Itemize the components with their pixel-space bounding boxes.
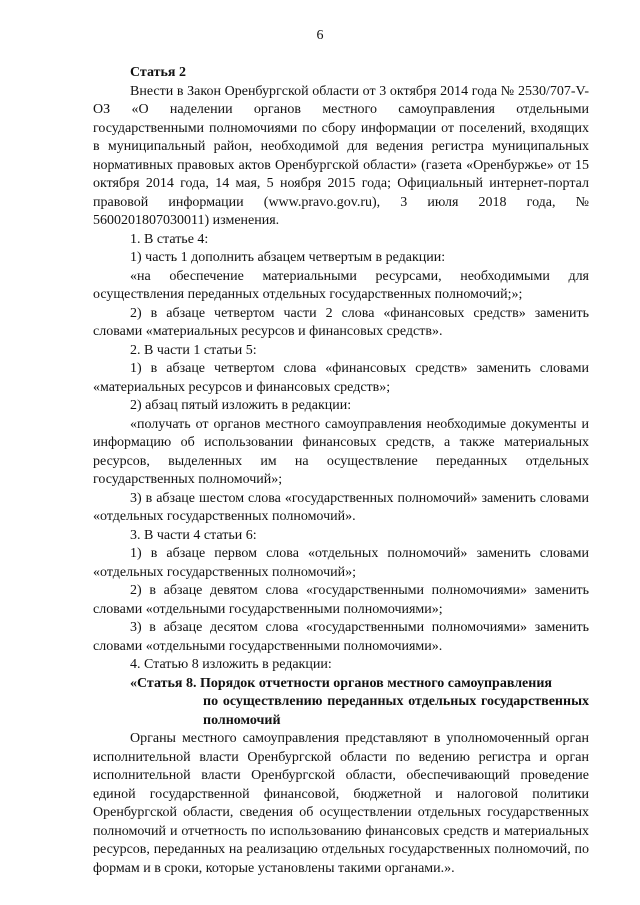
paragraph-item: 2) в абзаце девятом слова «государственными полномочиями» заменить словами «отдельными государственными полномочиями»; xyxy=(93,583,589,617)
paragraph-item: 2) абзац пятый изложить в редакции: xyxy=(130,398,352,413)
new-article-text: Органы местного самоуправления представляют в уполномоченный орган исполнительной власти Оренбургской области по ведению регистра и орган исполнительной власти Оренбургской области, обеспечивающий проведение единой государственной финансовой, бюджетной и налоговой политики Оренбургской области, сведения об осуществлении отдельных государственных полномочий и отчетность по использованию финансовых средств и материальных ресурсов, переданных на реализацию отдельных государственных полномочий, по формам и в сроки, которые установлены такими органами.». xyxy=(93,731,589,876)
paragraph-item: 1) в абзаце четвертом слова «финансовых средств» заменить словами «материальных ресурсов и финансовых средств»; xyxy=(93,361,589,395)
paragraph-item: 3) в абзаце десятом слова «государственными полномочиями» заменить словами «отдельными государственными полномочиями». xyxy=(93,620,589,654)
paragraph-item: 1) в абзаце первом слова «отдельных полномочий» заменить словами «отдельных государственных полномочий»; xyxy=(93,546,589,580)
paragraph-item: «на обеспечение материальными ресурсами, необходимыми для осуществления переданных отдельных государственных полномочий;»; xyxy=(93,268,589,302)
paragraph-item: 1. В статье 4: xyxy=(130,231,209,247)
paragraph-intro: Внести в Закон Оренбургской области от 3 октября 2014 года № 2530/707-V-ОЗ «О наделении органов местного самоуправления отдельными государственными полномочиями по сбору информации от поселений, входящих в муниципальный район, необходимой для ведения регистра муниципальных нормативных правовых актов Оренбургской области» (газета «Оренбуржье» от 15 октября 2014 года, 14 мая, 5 ноября 2015 года; Официальный интернет-портал правовой информации (www.pravo.gov.ru), 3 июля 2018 года, № 5600201807030011) изменения. xyxy=(93,83,589,228)
paragraph-item: 2. В части 1 статьи 5: xyxy=(130,342,257,358)
page-number: 6 xyxy=(316,28,324,43)
paragraph-item: 1) часть 1 дополнить абзацем четвертым в редакции: xyxy=(130,250,446,265)
new-article-title-line1: «Статья 8. Порядок отчетности органов местного самоуправления xyxy=(130,675,552,691)
paragraph-item: 4. Статью 8 изложить в редакции: xyxy=(130,657,332,672)
paragraph-item: «получать от органов местного самоуправления необходимые документы и информацию об использовании финансовых средств, а также материальных ресурсов, выделенных им на осуществление переданных отдельных государственных полномочий»; xyxy=(93,416,589,487)
paragraph-item: 3. В части 4 статьи 6: xyxy=(130,527,257,543)
new-article-title-rest: по осуществлению переданных отдельных государственных полномочий xyxy=(203,694,589,728)
paragraph-item: 3) в абзаце шестом слова «государственных полномочий» заменить словами «отдельных государственных полномочий». xyxy=(93,490,589,524)
paragraph-item: 2) в абзаце четвертом части 2 слова «финансовых средств» заменить словами «материальных ресурсов и финансовых средств». xyxy=(93,305,589,339)
new-article-title xyxy=(93,675,589,731)
document-body xyxy=(93,64,589,878)
article-heading: Статья 2 xyxy=(130,65,186,80)
